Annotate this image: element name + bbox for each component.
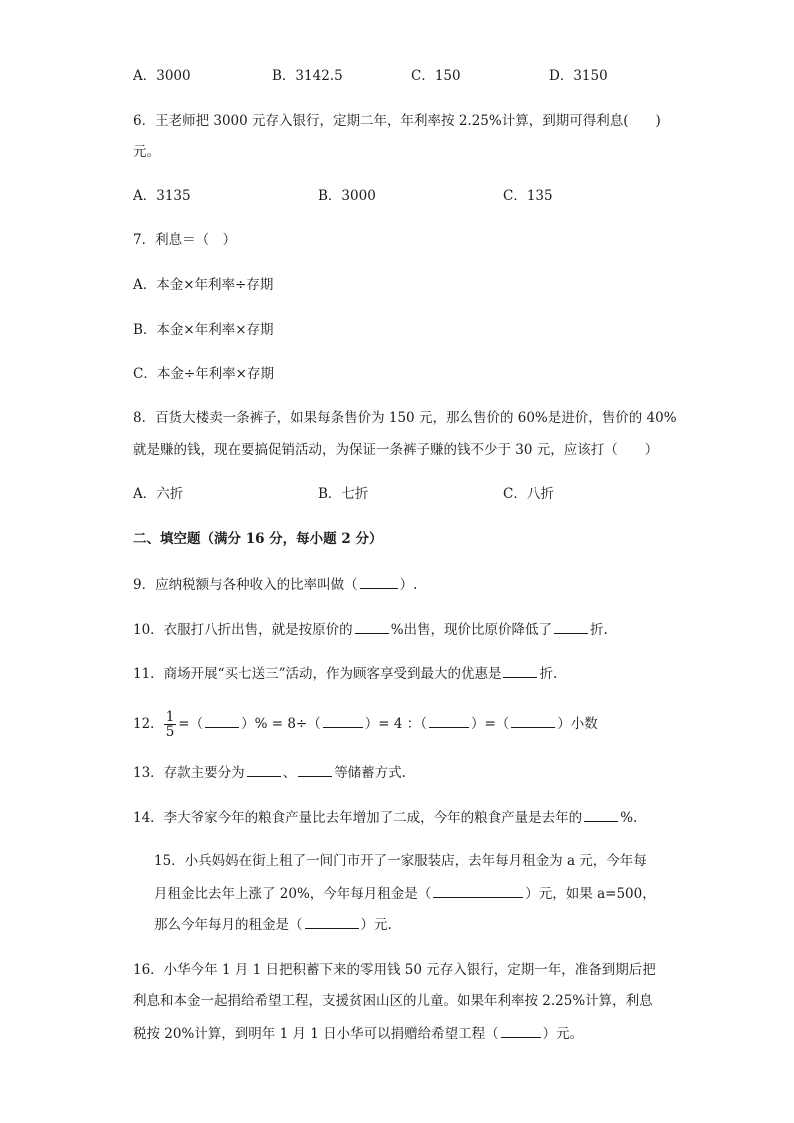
q7-option-a: A．本金×年利率÷存期 <box>133 277 274 293</box>
q7-option-b: B．本金×年利率×存期 <box>133 322 274 338</box>
q8-stem-line2: 就是赚的钱，现在要搞促销活动，为保证一条裤子赚的钱不少于 30 元，应该打（ ） <box>133 442 659 458</box>
q12-blank-1[interactable] <box>205 713 239 728</box>
q8-option-a: A．六折 <box>133 486 184 502</box>
q14-blank[interactable] <box>584 807 618 822</box>
q15-line2 <box>154 883 656 904</box>
q14 <box>133 807 637 828</box>
q9-text-pre: 9．应纳税额与各种收入的比率叫做（ <box>133 577 358 593</box>
q9 <box>133 574 417 595</box>
q7-stem: 7．利息＝（ ） <box>133 232 237 248</box>
q16-line3-text-1: 税按 20%计算，到明年 1 月 1 日小华可以捐赠给希望工程（ <box>133 1026 499 1042</box>
q9-text-post: ）. <box>399 577 418 593</box>
q10-blank-1[interactable] <box>355 619 389 634</box>
q12-number: 12． <box>133 716 164 732</box>
q12-blank-3[interactable] <box>429 713 469 728</box>
q6-option-a: A．3135 <box>133 188 191 204</box>
q15-line3-text-1: 那么今年每月的租金是（ <box>154 917 303 933</box>
q16-line1: 16．小华今年 1 月 1 日把积蓄下来的零用钱 50 元存入银行，定期一年，准备到期后把 <box>133 962 656 978</box>
q10-text-1: 10．衣服打八折出售，就是按原价的 <box>133 622 353 638</box>
q15-line3 <box>154 914 392 935</box>
q13-text-2: 、 <box>282 765 297 781</box>
q15-line3-text-2: ）元. <box>360 917 392 933</box>
q6-stem-line2: 元。 <box>133 144 160 160</box>
q13-blank-2[interactable] <box>298 762 332 777</box>
q12-fraction <box>164 710 177 739</box>
q11-text-1: 11．商场开展“买七送三”活动，作为顾客享受到最大的优惠是 <box>133 666 502 682</box>
q5-option-a: A．3000 <box>133 68 191 84</box>
q15-line2-text-2: ）元，如果 a=500， <box>525 886 656 902</box>
q15-line2-text-1: 月租金比去年上涨了 20%，今年每月租金是（ <box>154 886 432 902</box>
q8-option-b: B．七折 <box>318 486 369 502</box>
q12-text-3: ）= 4 ：（ <box>364 716 427 732</box>
q10 <box>133 619 608 640</box>
q6-option-b: B．3000 <box>318 188 376 204</box>
q12-text-1: =（ <box>178 716 204 732</box>
q6-option-c: C．135 <box>503 188 553 204</box>
q5-option-b: B．3142.5 <box>272 68 343 84</box>
q15-line1: 15．小兵妈妈在街上租了一间门市开了一家服装店，去年每月租金为 a 元，今年每 <box>154 853 647 869</box>
q5-option-c: C．150 <box>411 68 461 84</box>
q9-blank[interactable] <box>360 574 398 589</box>
q16-line2: 利息和本金一起捐给希望工程，支援贫困山区的儿童。如果年利率按 2.25%计算，利息 <box>133 993 653 1009</box>
q5-option-d: D．3150 <box>549 68 608 84</box>
q11 <box>133 663 557 684</box>
q12-fraction-denominator: 5 <box>165 724 175 740</box>
q8-stem-line1: 8．百货大楼卖一条裤子，如果每条售价为 150 元，那么售价的 60%是进价，售价的 40% <box>133 410 677 426</box>
q13-blank-1[interactable] <box>247 762 281 777</box>
q12-fraction-numerator: 1 <box>165 709 175 725</box>
q16-line3-text-2: ）元。 <box>542 1026 584 1042</box>
q16-blank[interactable] <box>501 1023 541 1038</box>
q7-option-c: C．本金÷年利率×存期 <box>133 366 274 382</box>
q11-blank[interactable] <box>503 663 537 678</box>
q12 <box>133 710 598 739</box>
section-title: 二、填空题（满分 16 分，每小题 2 分） <box>133 531 383 547</box>
q10-text-3: 折. <box>590 622 608 638</box>
q16-line3 <box>133 1023 583 1044</box>
q14-text-1: 14．李大爷家今年的粮食产量比去年增加了二成，今年的粮食产量是去年的 <box>133 810 583 826</box>
q15-blank-1[interactable] <box>433 883 523 898</box>
q15-blank-2[interactable] <box>305 914 359 929</box>
q14-text-2: %. <box>620 810 638 826</box>
q13-text-1: 13．存款主要分为 <box>133 765 245 781</box>
q12-text-5: ）小数 <box>557 716 598 732</box>
q12-text-2: ）% = 8÷（ <box>241 716 321 732</box>
q13 <box>133 762 406 783</box>
q12-blank-4[interactable] <box>511 713 555 728</box>
q12-text-4: ）=（ <box>470 716 510 732</box>
q13-text-3: 等储蓄方式. <box>334 765 406 781</box>
q10-blank-2[interactable] <box>554 619 588 634</box>
q6-stem-line1: 6．王老师把 3000 元存入银行，定期二年，年利率按 2.25%计算，到期可得利息( ) <box>133 113 661 129</box>
q10-text-2: %出售，现价比原价降低了 <box>390 622 553 638</box>
q11-text-2: 折. <box>539 666 558 682</box>
q8-option-c: C．八折 <box>503 486 554 502</box>
q12-blank-2[interactable] <box>323 713 363 728</box>
